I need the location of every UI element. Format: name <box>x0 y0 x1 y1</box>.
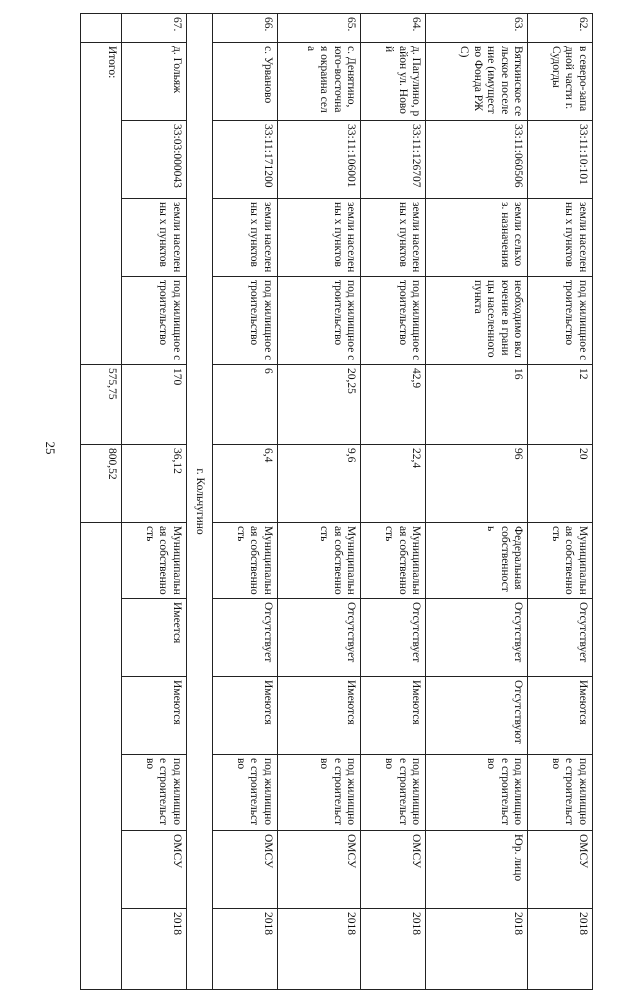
cell-purpose: под жилищное строительство <box>122 755 187 831</box>
cell-owner: ОМСУ <box>277 831 360 909</box>
cell-encumbrance: Отсутствует <box>277 599 360 677</box>
cell-purpose: под жилищное строительство <box>212 755 277 831</box>
cell-purpose: под жилищное строительство <box>528 755 593 831</box>
cell-owner: Юр. лицо <box>426 831 528 909</box>
cell-use: под жилищное строительство <box>277 277 360 365</box>
cell-encumbrance: Отсутствует <box>426 599 528 677</box>
rotated-page <box>80 13 593 935</box>
cell-cadastral: 33:11:171200 <box>212 121 277 199</box>
cell-use: под жилищное строительство <box>528 277 593 365</box>
cell-encumbrance: Отсутствует <box>212 599 277 677</box>
cell-year: 2018 <box>122 909 187 990</box>
cell-cadastral: 33:11:060506 <box>426 121 528 199</box>
land-plots-table <box>80 13 593 990</box>
cell-year: 2018 <box>277 909 360 990</box>
subheader-city: г. Кольчугино <box>186 14 212 990</box>
cell-area-part: 6,4 <box>212 445 277 523</box>
cell-owner: ОМСУ <box>212 831 277 909</box>
cell-use: необходимо включение в границы населенного пункта <box>426 277 528 365</box>
table-row <box>277 14 360 990</box>
cell-area-total: 20,25 <box>277 365 360 445</box>
cell-location: д. Пагулино, район ул. Новой <box>361 43 426 121</box>
cell-no: 67. <box>122 14 187 43</box>
cell-location: с. Денятино, юго-восточная окраина села <box>277 43 360 121</box>
cell-owner: ОМСУ <box>528 831 593 909</box>
cell-encumbrance: Имеется <box>122 599 187 677</box>
cell-infrastructure: Имеются <box>361 677 426 755</box>
cell-category: земли населенны х пунктов <box>212 199 277 277</box>
cell-area-part: 20 <box>528 445 593 523</box>
cell-cadastral: 33:11:126707 <box>361 121 426 199</box>
table-row <box>122 14 187 990</box>
table-container <box>80 13 593 935</box>
cell-area-total: 6 <box>212 365 277 445</box>
total-area-part: 800,52 <box>81 445 122 523</box>
cell-ownership: Муниципальная собственность <box>212 523 277 599</box>
cell-area-total: 170 <box>122 365 187 445</box>
cell-year: 2018 <box>212 909 277 990</box>
total-area-total: 575,75 <box>81 365 122 445</box>
cell-ownership: Муниципальная собственность <box>122 523 187 599</box>
cell-use: под жилищное строительство <box>212 277 277 365</box>
cell-area-part: 96 <box>426 445 528 523</box>
cell-area-total: 12 <box>528 365 593 445</box>
cell-infrastructure: Имеются <box>212 677 277 755</box>
cell-location: Вяткинское сельское поселение (имущество Фонда РЖС) <box>426 43 528 121</box>
cell-ownership: Муниципальная собственность <box>528 523 593 599</box>
cell-year: 2018 <box>361 909 426 990</box>
cell-category: земли сельхоз. назначения <box>426 199 528 277</box>
cell-purpose: под жилищное строительство <box>361 755 426 831</box>
table-row <box>212 14 277 990</box>
cell-use: под жилищное строительство <box>361 277 426 365</box>
cell-category: земли населенны х пунктов <box>277 199 360 277</box>
cell-encumbrance: Отсутствует <box>361 599 426 677</box>
cell-year: 2018 <box>528 909 593 990</box>
cell-no: 66. <box>212 14 277 43</box>
cell-area-part: 9,6 <box>277 445 360 523</box>
cell-owner: ОМСУ <box>122 831 187 909</box>
table-row <box>528 14 593 990</box>
cell-no: 65. <box>277 14 360 43</box>
total-label: Итого: <box>81 43 122 365</box>
cell-category: земли населенны х пунктов <box>122 199 187 277</box>
cell-infrastructure: Имеются <box>277 677 360 755</box>
cell-year: 2018 <box>426 909 528 990</box>
cell-owner: ОМСУ <box>361 831 426 909</box>
cell-infrastructure: Имеются <box>122 677 187 755</box>
cell-use: под жилищное строительство <box>122 277 187 365</box>
cell-no: 62. <box>528 14 593 43</box>
cell-ownership: Муниципальная собственность <box>277 523 360 599</box>
cell-ownership: Муниципальная собственность <box>361 523 426 599</box>
cell-infrastructure: Отсутствуют <box>426 677 528 755</box>
cell-area-part: 36,12 <box>122 445 187 523</box>
total-row <box>81 14 122 990</box>
cell-purpose: под жилищное строительство <box>277 755 360 831</box>
cell-ownership: Федеральная собственность <box>426 523 528 599</box>
cell-category: земли населенны х пунктов <box>528 199 593 277</box>
cell-cadastral: 33:03:000043 <box>122 121 187 199</box>
subheader-row <box>186 14 212 990</box>
cell-purpose: под жилищное строительство <box>426 755 528 831</box>
page-number: 25 <box>43 441 58 455</box>
cell-cadastral: 33:11:106001 <box>277 121 360 199</box>
cell-location: в северо-западной части г. Судогды <box>528 43 593 121</box>
table-row <box>361 14 426 990</box>
cell-infrastructure: Имеются <box>528 677 593 755</box>
table-row <box>426 14 528 990</box>
cell-no: 63. <box>426 14 528 43</box>
cell-no: 64. <box>361 14 426 43</box>
cell-cadastral: 33:11:10:101 <box>528 121 593 199</box>
cell-area-part: 22,4 <box>361 445 426 523</box>
cell-area-total: 42,9 <box>361 365 426 445</box>
cell-location: с. Урвaново <box>212 43 277 121</box>
cell-category: земли населенны х пунктов <box>361 199 426 277</box>
cell-encumbrance: Отсутствует <box>528 599 593 677</box>
cell-area-total: 16 <box>426 365 528 445</box>
cell-location: д. Гольяж <box>122 43 187 121</box>
